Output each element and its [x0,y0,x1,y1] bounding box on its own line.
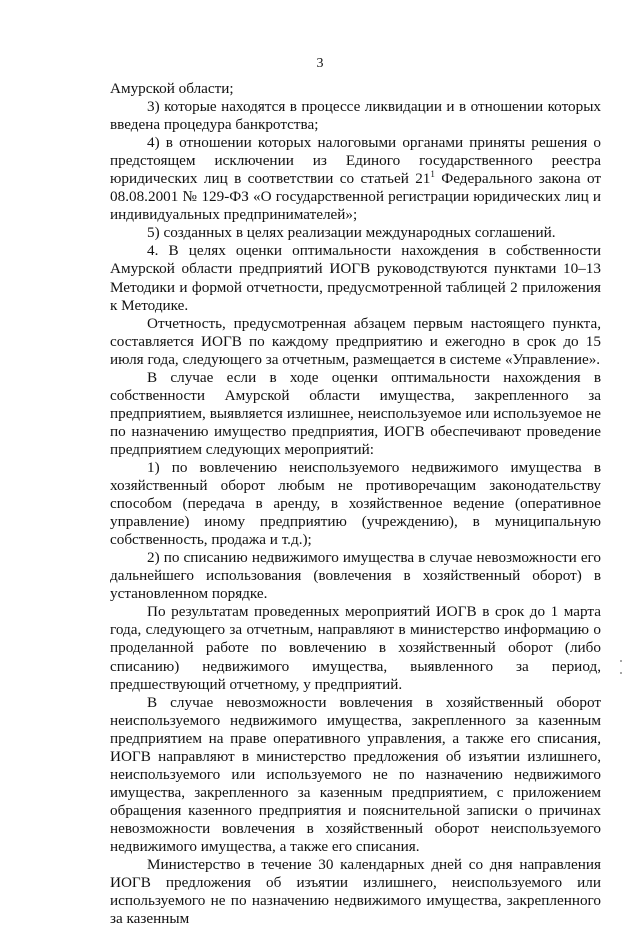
margin-scan-marks [620,660,630,684]
list-item-5-international: 5) созданных в целях реализации международных соглашений. [147,224,556,242]
document-body [110,80,601,928]
page-number: 3 [316,56,324,71]
paragraph-impossibility: В случае невозможности вовлечения в хозяйственный оборот неиспользуемого недвижимого имущества, закрепленного за казенным предприятием на праве оперативного управления, а также его списания, ИОГВ направляют в министерство предложения об изъятии излишнего, неиспользуемого или используемого не по назначению недвижимого имущества, закрепленного за казенным предприятием, с приложением обращения казенного предприятия и пояснительной записки о причинах невозможности вовлечения в хозяйственный оборот неиспользуемого недвижимого имущества, а также его списания. [110,693,601,855]
scan-dot [620,660,622,662]
paragraph-clause-4: 4. В целях оценки оптимальности нахождения в собственности Амурской области предприятий ИОГВ руководствуются пунктами 10–13 Методики и формой отчетности, предусмотренной таблицей 2 приложения к Методике. [110,242,601,314]
paragraph-results: По результатам проведенных мероприятий ИОГВ в срок до 1 марта года, следующего за отчетным, направляют в министерство информацию о проделанной работе по вовлечению в хозяйственный оборот (либо списанию) недвижимого имущества, выявленного за период, предшествующий отчетному, у предприятий. [110,603,601,693]
paragraph-ministry: Министерство в течение 30 календарных дней со дня направления ИОГВ предложения об изъятии излишнего, неиспользуемого или используемого не по назначению недвижимого имущества, закрепленного за казенным [110,856,601,928]
list-item-4-text-after: Федерального закона от 08.08.2001 № 129-ФЗ «О государственной регистрации юридических лиц и индивидуальных предпринимателей»; [110,170,601,224]
paragraph-if-excess-property: В случае если в ходе оценки оптимальности нахождения в собственности Амурской области имущества, закрепленного за предприятием, выявляется излишнее, неиспользуемое или используемое не по назначению имущество предприятия, ИОГВ обеспечивают проведение предприятием следующих мероприятий: [110,368,601,458]
scan-dot [620,672,622,674]
list-item-2-write-off: 2) по списанию недвижимого имущества в случае невозможности его дальнейшего использования (вовлечения в хозяйственный оборот) в установленном порядке. [110,549,601,603]
paragraph-reporting: Отчетность, предусмотренная абзацем первым настоящего пункта, составляется ИОГВ по каждому предприятию и ежегодно в срок до 15 июля года, следующего за отчетным, размещается в системе «Управление». [110,314,601,368]
list-item-4-tax-exclusion [110,134,601,224]
list-item-3-liquidation: 3) которые находятся в процессе ликвидации и в отношении которых введена процедура банкротства; [110,98,601,134]
list-item-1-involvement: 1) по вовлечению неиспользуемого недвижимого имущества в хозяйственный оборот любым не противоречащим законодательству способом (передача в аренду, в хозяйственное ведение (оперативное управление) иному предприятию (учреждению), в муниципальную собственность, продажа и т.д.); [110,458,601,549]
list-item-4-text-before: 4) в отношении которых налоговыми органами приняты решения о предстоящем исключении из Единого государственного реестра юридических лиц в соответствии со статьей 21 [110,134,601,188]
superscript-mark: 1 [430,169,435,180]
paragraph-continuation: Амурской области; [110,80,234,97]
